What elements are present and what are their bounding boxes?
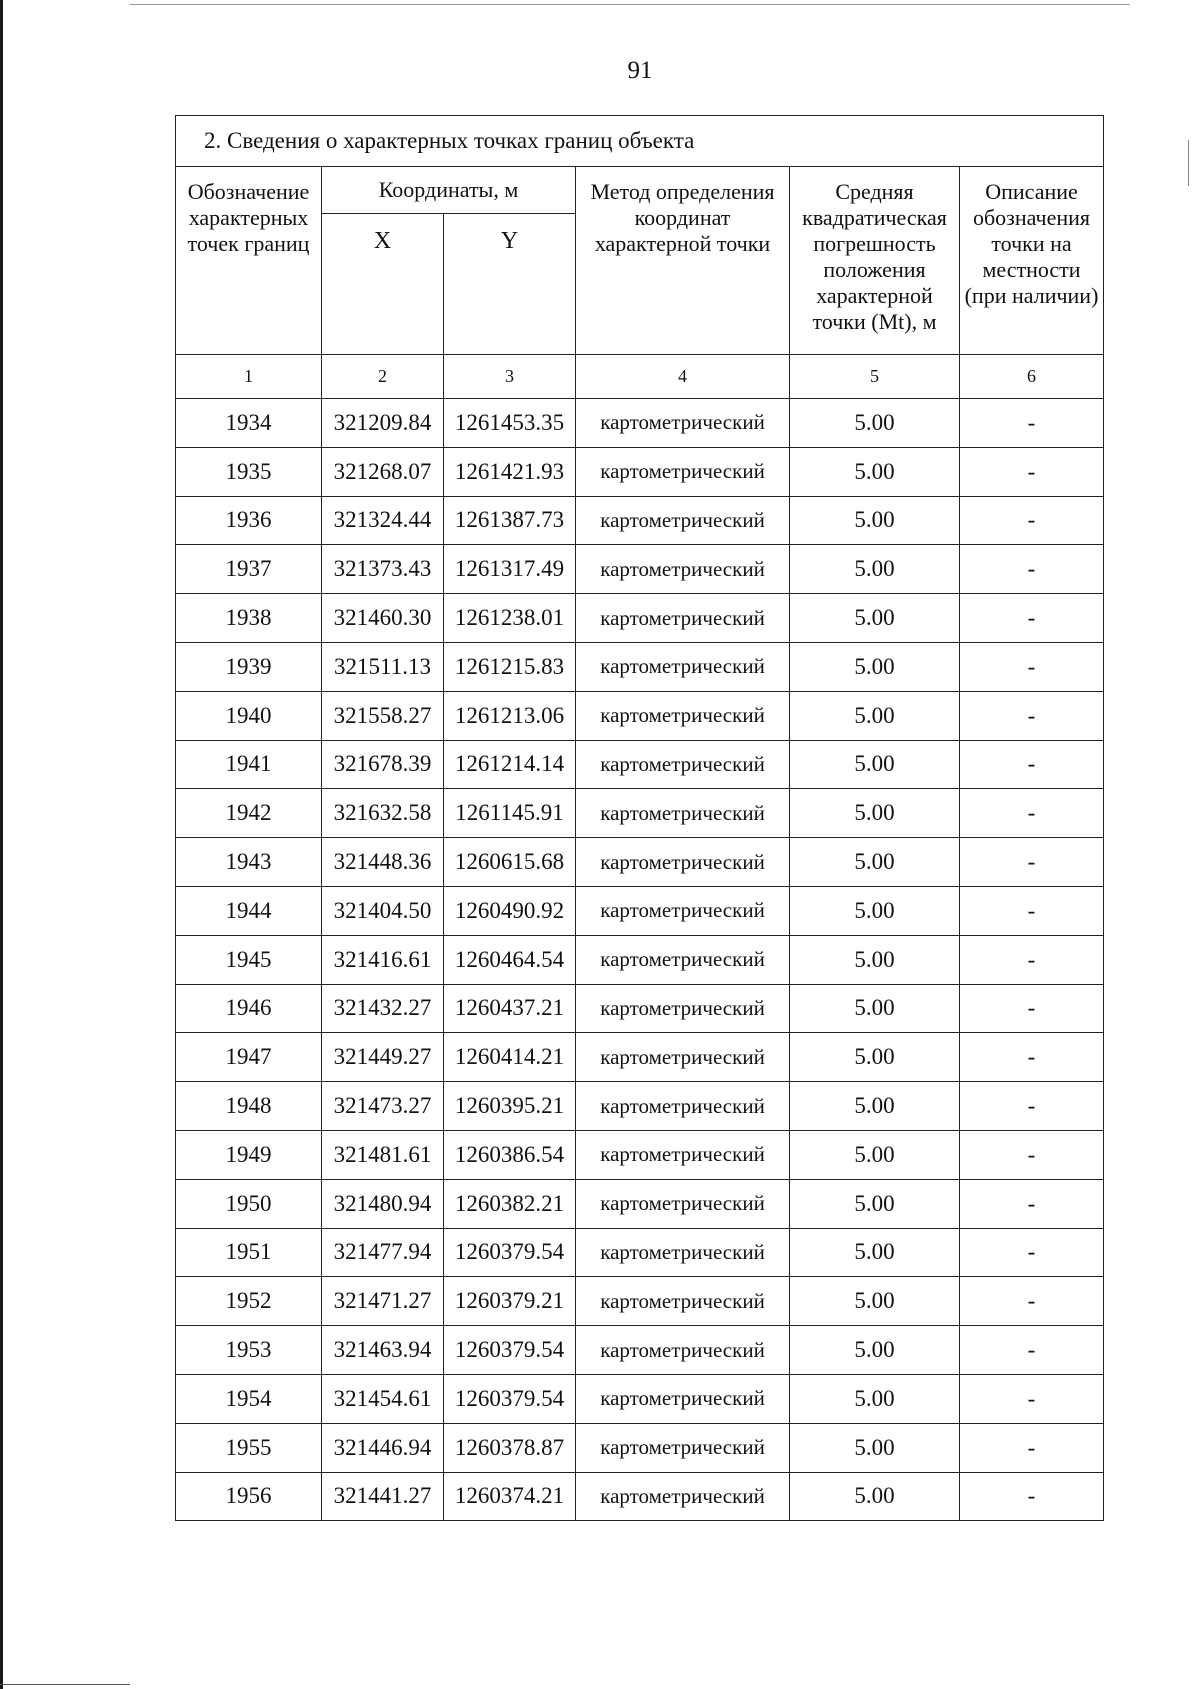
error-cell: 5.00 xyxy=(790,1130,960,1179)
point-designation-cell: 1941 xyxy=(176,740,322,789)
method-cell: картометрический xyxy=(576,1326,790,1375)
point-designation-cell: 1954 xyxy=(176,1374,322,1423)
method-cell: картометрический xyxy=(576,1179,790,1228)
error-cell: 5.00 xyxy=(790,1033,960,1082)
x-coordinate-cell: 321209.84 xyxy=(322,399,444,448)
x-coordinate-cell: 321449.27 xyxy=(322,1033,444,1082)
y-coordinate-cell: 1260379.54 xyxy=(444,1374,576,1423)
description-cell: - xyxy=(960,1033,1104,1082)
error-cell: 5.00 xyxy=(790,1179,960,1228)
x-coordinate-cell: 321632.58 xyxy=(322,789,444,838)
table-row xyxy=(176,399,1104,448)
x-coordinate-cell: 321432.27 xyxy=(322,984,444,1033)
y-coordinate-cell: 1261387.73 xyxy=(444,496,576,545)
table-row xyxy=(176,496,1104,545)
table-row xyxy=(176,1374,1104,1423)
x-coordinate-cell: 321448.36 xyxy=(322,838,444,887)
point-designation-cell: 1935 xyxy=(176,447,322,496)
point-designation-cell: 1948 xyxy=(176,1082,322,1131)
y-coordinate-cell: 1260437.21 xyxy=(444,984,576,1033)
error-cell: 5.00 xyxy=(790,1277,960,1326)
table-row xyxy=(176,1130,1104,1179)
y-coordinate-cell: 1260490.92 xyxy=(444,886,576,935)
y-coordinate-cell: 1260386.54 xyxy=(444,1130,576,1179)
y-coordinate-cell: 1261145.91 xyxy=(444,789,576,838)
x-coordinate-cell: 321473.27 xyxy=(322,1082,444,1131)
error-cell: 5.00 xyxy=(790,838,960,887)
table-row xyxy=(176,447,1104,496)
x-coordinate-cell: 321373.43 xyxy=(322,545,444,594)
section-title: 2. Сведения о характерных точках границ объекта xyxy=(176,116,1104,167)
point-designation-cell: 1937 xyxy=(176,545,322,594)
description-cell: - xyxy=(960,545,1104,594)
table-row xyxy=(176,545,1104,594)
point-designation-cell: 1947 xyxy=(176,1033,322,1082)
description-cell: - xyxy=(960,496,1104,545)
point-designation-cell: 1944 xyxy=(176,886,322,935)
point-designation-cell: 1934 xyxy=(176,399,322,448)
y-coordinate-cell: 1260379.54 xyxy=(444,1326,576,1375)
y-coordinate-cell: 1261317.49 xyxy=(444,545,576,594)
description-cell: - xyxy=(960,935,1104,984)
table-row xyxy=(176,838,1104,887)
y-coordinate-cell: 1260414.21 xyxy=(444,1033,576,1082)
description-cell: - xyxy=(960,1326,1104,1375)
table-row xyxy=(176,1179,1104,1228)
error-cell: 5.00 xyxy=(790,935,960,984)
description-cell: - xyxy=(960,1228,1104,1277)
method-cell: картометрический xyxy=(576,1228,790,1277)
x-coordinate-cell: 321481.61 xyxy=(322,1130,444,1179)
description-cell: - xyxy=(960,1277,1104,1326)
column-number: 6 xyxy=(960,355,1104,399)
x-coordinate-cell: 321480.94 xyxy=(322,1179,444,1228)
description-cell: - xyxy=(960,1130,1104,1179)
description-cell: - xyxy=(960,838,1104,887)
description-cell: - xyxy=(960,399,1104,448)
method-cell: картометрический xyxy=(576,1033,790,1082)
error-cell: 5.00 xyxy=(790,1228,960,1277)
description-cell: - xyxy=(960,740,1104,789)
point-designation-cell: 1938 xyxy=(176,594,322,643)
error-cell: 5.00 xyxy=(790,447,960,496)
scan-edge-left xyxy=(0,0,3,1689)
x-coordinate-cell: 321678.39 xyxy=(322,740,444,789)
header-coordinates: Координаты, м xyxy=(322,167,576,214)
table-row xyxy=(176,691,1104,740)
method-cell: картометрический xyxy=(576,1472,790,1521)
error-cell: 5.00 xyxy=(790,1472,960,1521)
header-row xyxy=(176,167,1104,214)
column-number: 3 xyxy=(444,355,576,399)
point-designation-cell: 1946 xyxy=(176,984,322,1033)
table-row xyxy=(176,1472,1104,1521)
error-cell: 5.00 xyxy=(790,1423,960,1472)
y-coordinate-cell: 1261421.93 xyxy=(444,447,576,496)
x-coordinate-cell: 321558.27 xyxy=(322,691,444,740)
point-designation-cell: 1951 xyxy=(176,1228,322,1277)
method-cell: картометрический xyxy=(576,399,790,448)
table-row xyxy=(176,1423,1104,1472)
description-cell: - xyxy=(960,1082,1104,1131)
point-designation-cell: 1949 xyxy=(176,1130,322,1179)
scan-edge-right-mark xyxy=(1188,140,1189,186)
error-cell: 5.00 xyxy=(790,789,960,838)
method-cell: картометрический xyxy=(576,642,790,691)
y-coordinate-cell: 1260464.54 xyxy=(444,935,576,984)
header-x: X xyxy=(322,214,444,355)
scan-edge-bottom xyxy=(0,1684,130,1685)
table-row xyxy=(176,789,1104,838)
point-designation-cell: 1942 xyxy=(176,789,322,838)
page-number: 91 xyxy=(627,57,653,84)
error-cell: 5.00 xyxy=(790,740,960,789)
method-cell: картометрический xyxy=(576,1277,790,1326)
column-number: 4 xyxy=(576,355,790,399)
x-coordinate-cell: 321511.13 xyxy=(322,642,444,691)
error-cell: 5.00 xyxy=(790,886,960,935)
error-cell: 5.00 xyxy=(790,399,960,448)
method-cell: картометрический xyxy=(576,838,790,887)
method-cell: картометрический xyxy=(576,1423,790,1472)
header-y: Y xyxy=(444,214,576,355)
header-method: Метод определения координат характерной точки xyxy=(576,167,790,355)
y-coordinate-cell: 1261238.01 xyxy=(444,594,576,643)
error-cell: 5.00 xyxy=(790,1082,960,1131)
error-cell: 5.00 xyxy=(790,1326,960,1375)
section-title-row xyxy=(176,116,1104,167)
header-error: Средняя квадратическая погрешность положения характерной точки (Mt), м xyxy=(790,167,960,355)
boundary-points-table xyxy=(175,115,1104,1521)
x-coordinate-cell: 321463.94 xyxy=(322,1326,444,1375)
method-cell: картометрический xyxy=(576,691,790,740)
method-cell: картометрический xyxy=(576,789,790,838)
column-number: 1 xyxy=(176,355,322,399)
description-cell: - xyxy=(960,984,1104,1033)
error-cell: 5.00 xyxy=(790,1374,960,1423)
y-coordinate-cell: 1261213.06 xyxy=(444,691,576,740)
scan-edge-top xyxy=(130,4,1130,5)
table-row xyxy=(176,1277,1104,1326)
table-row xyxy=(176,1228,1104,1277)
description-cell: - xyxy=(960,447,1104,496)
table-row xyxy=(176,740,1104,789)
x-coordinate-cell: 321268.07 xyxy=(322,447,444,496)
y-coordinate-cell: 1261453.35 xyxy=(444,399,576,448)
method-cell: картометрический xyxy=(576,935,790,984)
header-designation: Обозначение характерных точек границ xyxy=(176,167,322,355)
y-coordinate-cell: 1261214.14 xyxy=(444,740,576,789)
table-row xyxy=(176,935,1104,984)
description-cell: - xyxy=(960,594,1104,643)
x-coordinate-cell: 321446.94 xyxy=(322,1423,444,1472)
method-cell: картометрический xyxy=(576,496,790,545)
method-cell: картометрический xyxy=(576,984,790,1033)
method-cell: картометрический xyxy=(576,886,790,935)
x-coordinate-cell: 321441.27 xyxy=(322,1472,444,1521)
point-designation-cell: 1939 xyxy=(176,642,322,691)
table-row xyxy=(176,1082,1104,1131)
method-cell: картометрический xyxy=(576,594,790,643)
y-coordinate-cell: 1260374.21 xyxy=(444,1472,576,1521)
description-cell: - xyxy=(960,789,1104,838)
x-coordinate-cell: 321324.44 xyxy=(322,496,444,545)
description-cell: - xyxy=(960,1179,1104,1228)
table-row xyxy=(176,1326,1104,1375)
error-cell: 5.00 xyxy=(790,691,960,740)
point-designation-cell: 1943 xyxy=(176,838,322,887)
y-coordinate-cell: 1260378.87 xyxy=(444,1423,576,1472)
point-designation-cell: 1956 xyxy=(176,1472,322,1521)
x-coordinate-cell: 321460.30 xyxy=(322,594,444,643)
y-coordinate-cell: 1261215.83 xyxy=(444,642,576,691)
x-coordinate-cell: 321471.27 xyxy=(322,1277,444,1326)
x-coordinate-cell: 321454.61 xyxy=(322,1374,444,1423)
y-coordinate-cell: 1260379.21 xyxy=(444,1277,576,1326)
point-designation-cell: 1940 xyxy=(176,691,322,740)
description-cell: - xyxy=(960,1472,1104,1521)
x-coordinate-cell: 321416.61 xyxy=(322,935,444,984)
y-coordinate-cell: 1260379.54 xyxy=(444,1228,576,1277)
error-cell: 5.00 xyxy=(790,642,960,691)
method-cell: картометрический xyxy=(576,447,790,496)
point-designation-cell: 1936 xyxy=(176,496,322,545)
error-cell: 5.00 xyxy=(790,496,960,545)
description-cell: - xyxy=(960,1374,1104,1423)
error-cell: 5.00 xyxy=(790,594,960,643)
column-number: 2 xyxy=(322,355,444,399)
table-row xyxy=(176,594,1104,643)
header-description: Описание обозначения точки на местности (при наличии) xyxy=(960,167,1104,355)
table-row xyxy=(176,642,1104,691)
x-coordinate-cell: 321404.50 xyxy=(322,886,444,935)
column-number-row xyxy=(176,355,1104,399)
y-coordinate-cell: 1260615.68 xyxy=(444,838,576,887)
error-cell: 5.00 xyxy=(790,984,960,1033)
description-cell: - xyxy=(960,1423,1104,1472)
x-coordinate-cell: 321477.94 xyxy=(322,1228,444,1277)
point-designation-cell: 1945 xyxy=(176,935,322,984)
point-designation-cell: 1952 xyxy=(176,1277,322,1326)
method-cell: картометрический xyxy=(576,545,790,594)
table-body xyxy=(176,399,1104,1521)
method-cell: картометрический xyxy=(576,740,790,789)
y-coordinate-cell: 1260395.21 xyxy=(444,1082,576,1131)
point-designation-cell: 1953 xyxy=(176,1326,322,1375)
method-cell: картометрический xyxy=(576,1374,790,1423)
column-number: 5 xyxy=(790,355,960,399)
description-cell: - xyxy=(960,642,1104,691)
y-coordinate-cell: 1260382.21 xyxy=(444,1179,576,1228)
table-row xyxy=(176,886,1104,935)
description-cell: - xyxy=(960,886,1104,935)
error-cell: 5.00 xyxy=(790,545,960,594)
method-cell: картометрический xyxy=(576,1082,790,1131)
description-cell: - xyxy=(960,691,1104,740)
point-designation-cell: 1950 xyxy=(176,1179,322,1228)
method-cell: картометрический xyxy=(576,1130,790,1179)
point-designation-cell: 1955 xyxy=(176,1423,322,1472)
table-row xyxy=(176,1033,1104,1082)
table-row xyxy=(176,984,1104,1033)
